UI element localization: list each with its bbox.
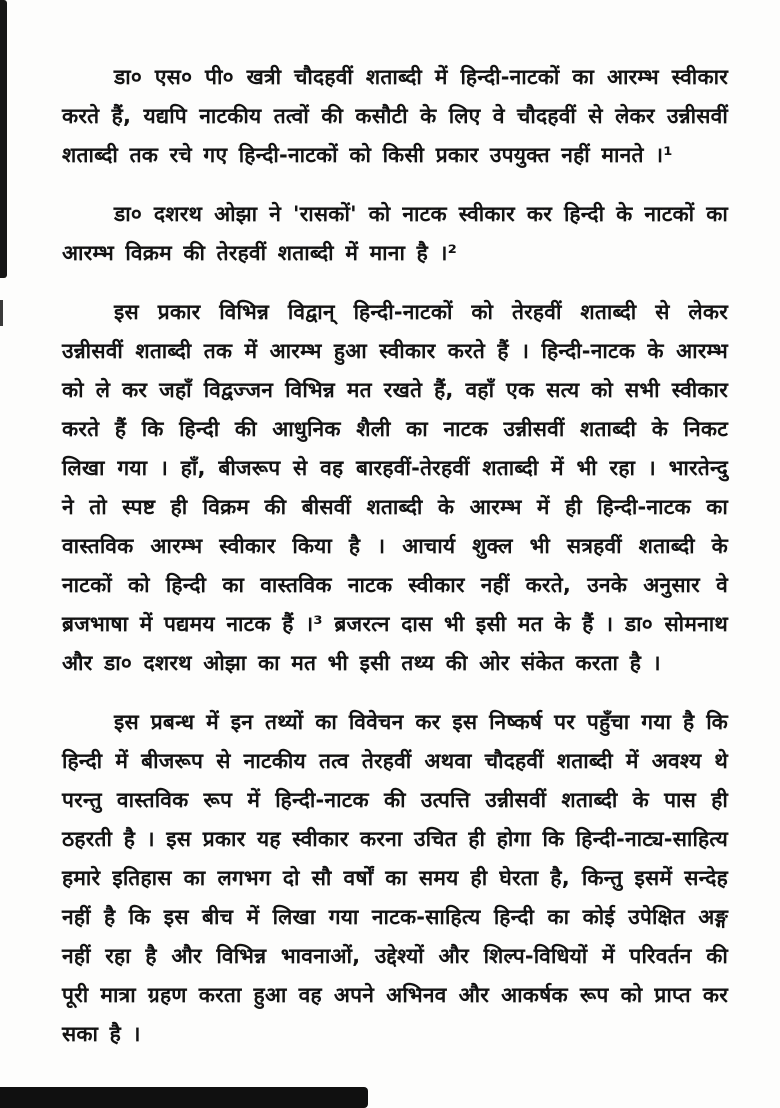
paragraph-4: इस प्रबन्ध में इन तथ्यों का विवेचन कर इस निष्कर्ष पर पहुँचा गया है कि हिन्दी में बीजरूप से नाटकीय तत्व तेरहवीं अथवा चौदहवीं शताब्दी में अवश्य थे परन्तु वास्तविक रूप में हिन्दी-नाटक की उत्पत्ति उन्नीसवीं शताब्दी के पास ही ठहरती है । इस प्रकार यह स्वीकार करना उचित ही होगा कि हिन्दी-नाट्य-साहित्य हमारे इतिहास का लगभग दो सौ वर्षों का समय ही घेरता है, किन्तु इसमें सन्देह नहीं है कि इस बीच में लिखा गया नाटक-साहित्य हिन्दी का कोई उपेक्षित अङ्ग नहीं रहा है और विभिन्न भावनाओं, उद्देश्यों और शिल्प-विधियों में परिवर्तन की पूरी मात्रा ग्रहण करता हुआ वह अपने अभिनव और आकर्षक रूप को प्राप्त कर सका है । bbox=[62, 710, 728, 1046]
paragraph-2: डा० दशरथ ओझा ने 'रासकों' को नाटक स्वीकार कर हिन्दी के नाटकों का आरम्भ विक्रम की तेरहवीं शताब्दी में माना है ।² bbox=[62, 202, 728, 265]
page-text-block bbox=[62, 58, 728, 1054]
paragraph-3: इस प्रकार विभिन्न विद्वान् हिन्दी-नाटकों को तेरहवीं शताब्दी से लेकर उन्नीसवीं शताब्दी तक में आरम्भ हुआ स्वीकार करते हैं । हिन्दी-नाटक के आरम्भ को ले कर जहाँ विद्वज्जन विभिन्न मत रखते हैं, वहाँ एक सत्य को सभी स्वीकार करते हैं कि हिन्दी की आधुनिक शैली का नाटक उन्नीसवीं शताब्दी के निकट लिखा गया । हाँ, बीजरूप से वह बारहवीं-तेरहवीं शताब्दी में भी रहा । भारतेन्दु ने तो स्पष्ट ही विक्रम की बीसवीं शताब्दी के आरम्भ में ही हिन्दी-नाटक का वास्तविक आरम्भ स्वीकार किया है । आचार्य शुक्ल भी सत्रहवीं शताब्दी के नाटकों को हिन्दी का वास्तविक नाटक स्वीकार नहीं करते, उनके अनुसार वे ब्रजभाषा में पद्यमय नाटक हैं ।³ ब्रजरत्न दास भी इसी मत के हैं । डा० सोमनाथ और डा० दशरथ ओझा का मत भी इसी तथ्य की ओर संकेत करता है । bbox=[62, 300, 728, 675]
scan-artifact-left-edge bbox=[0, 0, 7, 278]
scan-artifact-bottom-bar bbox=[0, 1087, 368, 1108]
scan-artifact-left-speck bbox=[0, 300, 3, 326]
paragraph-1: डा० एस० पी० खत्री चौदहवीं शताब्दी में हिन्दी-नाटकों का आरम्भ स्वीकार करते हैं, यद्यपि नाटकीय तत्वों की कसौटी के लिए वे चौदहवीं से लेकर उन्नीसवीं शताब्दी तक रचे गए हिन्दी-नाटकों को किसी प्रकार उपयुक्त नहीं मानते ।¹ bbox=[62, 65, 728, 167]
